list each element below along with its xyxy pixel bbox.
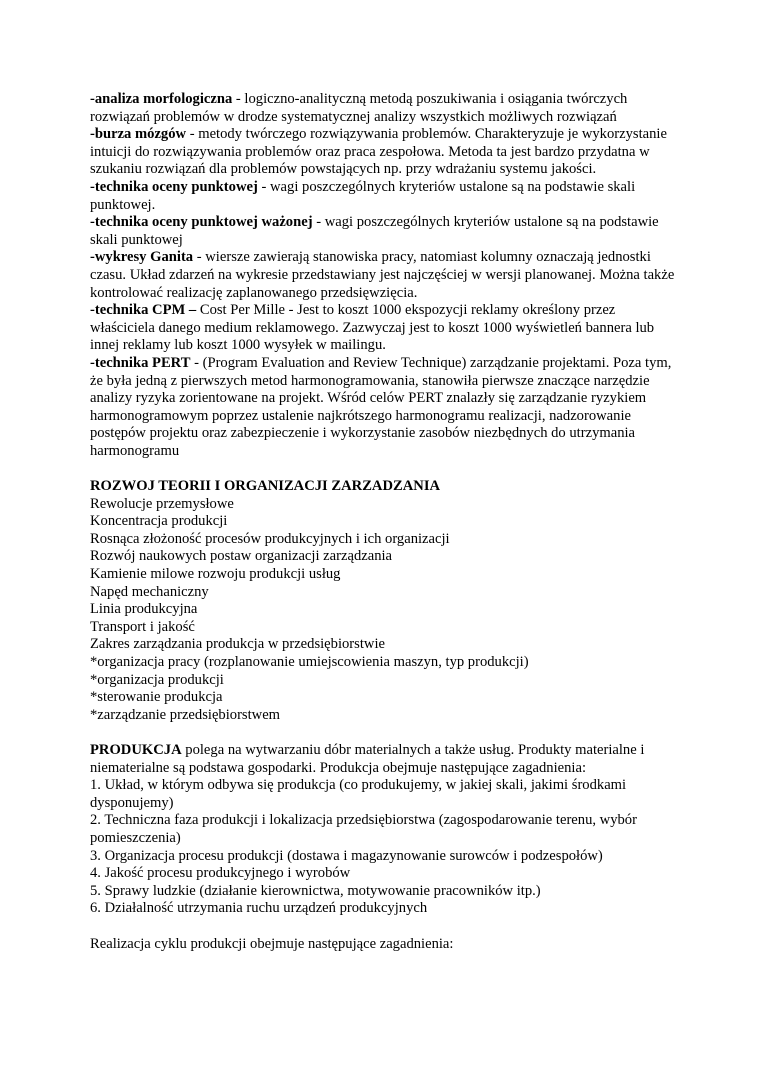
- definition-term: -technika PERT: [90, 354, 191, 371]
- numbered-item: 2. Techniczna faza produkcji i lokalizacja przedsiębiorstwa (zagospodarowanie terenu, wybór pomieszczenia): [90, 812, 637, 846]
- numbered-item: 5. Sprawy ludzkie (działanie kierownictwa, motywowanie pracowników itp.): [90, 882, 541, 899]
- list-item: Rosnąca złożoność procesów produkcyjnych i ich organizacji: [90, 530, 450, 547]
- paragraph-spacer: [90, 918, 680, 936]
- list-item: *sterowanie produkcja: [90, 689, 223, 706]
- definition-pert: [90, 355, 680, 461]
- definition-text: - logiczno-analityczną metodą poszukiwania i osiągania twórczych rozwiązań problemów w drodze systematycznej analizy wszystkich możliwych rozwiązań: [90, 91, 628, 125]
- definition-brainstorming: [90, 126, 680, 179]
- production-term: PRODUKCJA: [90, 741, 182, 758]
- definition-term: -technika oceny punktowej ważonej: [90, 214, 313, 231]
- list-item: Linia produkcyjna: [90, 601, 198, 618]
- numbered-item: 3. Organizacja procesu produkcji (dostawa i magazynowanie surowców i podzespołów): [90, 847, 603, 864]
- paragraph-spacer: [90, 724, 680, 742]
- list-item: Kamienie milowe rozwoju produkcji usług: [90, 566, 341, 583]
- definition-term: -burza mózgów: [90, 126, 187, 143]
- definition-text: Cost Per Mille - Jest to koszt 1000 ekspozycji reklamy określony przez właściciela danego medium reklamowego. Zazwyczaj jest to koszt 1000 wyświetleń bannera lub innej reklamy lub koszt 1000 wysyłek w mailingu.: [90, 302, 655, 354]
- definition-term: -technika oceny punktowej: [90, 178, 258, 195]
- production-intro-text: polega na wytwarzaniu dóbr materialnych a także usług. Produkty materialne i niematerialne są podstawa gospodarki. Produkcja obejmuje następujące zagadnienia:: [90, 741, 645, 776]
- numbered-item: 4. Jakość procesu produkcyjnego i wyrobów: [90, 865, 351, 882]
- definition-text: - (Program Evaluation and Review Technique) zarządzanie projektami. Poza tym, że była jedną z pierwszych metod harmonogramowania, stanowiła pierwsze znaczące narzędzie analizy ryzyka zorientowane na projekt. Wśród celów PERT znalazły się zarządzanie ryzykiem harmonogramowym poprzez ustalenie najkrótszego harmonogramu realizacji, nadzorowanie postępów projektu oraz zabezpieczenie i wykorzystanie zasobów niezbędnych do utrzymania harmonogramu: [90, 354, 672, 459]
- definition-text: - metody twórczego rozwiązywania problemów. Charakteryzuje je wykorzystanie intuicji do rozwiązywania problemów oraz praca zespołowa. Metoda ta jest bardzo przydatna w szukaniu rozwiązań dla problemów powstających np. przy wdrażaniu systemu jakości.: [90, 126, 667, 178]
- numbered-item: 6. Działalność utrzymania ruchu urządzeń produkcyjnych: [90, 900, 428, 917]
- list-item: *organizacja pracy (rozplanowanie umiejscowienia maszyn, typ produkcji): [90, 654, 529, 670]
- definition-term: -technika CPM –: [90, 302, 197, 319]
- paragraph-spacer: [90, 460, 680, 478]
- list-item: Koncentracja produkcji: [90, 513, 228, 530]
- list-item: Rewolucje przemysłowe: [90, 495, 234, 512]
- document-page: [90, 91, 680, 953]
- list-item: Rozwój naukowych postaw organizacji zarządzania: [90, 548, 393, 565]
- definition-point-rating: [90, 179, 680, 214]
- list-item: *organizacja produkcji: [90, 671, 224, 688]
- definition-weighted-point-rating: [90, 214, 680, 249]
- list-item: Napęd mechaniczny: [90, 583, 209, 600]
- definition-text: - wagi poszczególnych kryteriów ustalone są na podstawie skali punktowej.: [90, 178, 636, 213]
- definition-text: - wiersze zawierają stanowiska pracy, natomiast kolumny oznaczają jednostki czasu. Układ zdarzeń na wykresie przedstawiany jest najczęściej w wersji planowanej. Można także kontrolować realizację zaplanowanego przedsięwzięcia.: [90, 249, 675, 301]
- closing-line: Realizacja cyklu produkcji obejmuje następujące zagadnienia:: [90, 935, 454, 952]
- list-item: Transport i jakość: [90, 618, 195, 635]
- list-item: Zakres zarządzania produkcja w przedsiębiorstwie: [90, 636, 385, 653]
- section-heading-management-theory: ROZWOJ TEORII I ORGANIZACJI ZARZADZANIA: [90, 478, 441, 495]
- definition-term: -wykresy Ganita: [90, 249, 194, 266]
- definition-term: -analiza morfologiczna: [90, 91, 233, 107]
- numbered-item: 1. Układ, w którym odbywa się produkcja (co produkujemy, w jakiej skali, jakimi środkami dysponujemy): [90, 777, 627, 811]
- definition-text: - wagi poszczególnych kryteriów ustalone są na podstawie skali punktowej: [90, 214, 659, 248]
- definition-cpm: [90, 302, 680, 355]
- definition-morphological-analysis: [90, 91, 680, 126]
- definition-gantt-charts: [90, 249, 680, 302]
- list-item: *zarządzanie przedsiębiorstwem: [90, 706, 281, 723]
- production-intro: [90, 742, 680, 777]
